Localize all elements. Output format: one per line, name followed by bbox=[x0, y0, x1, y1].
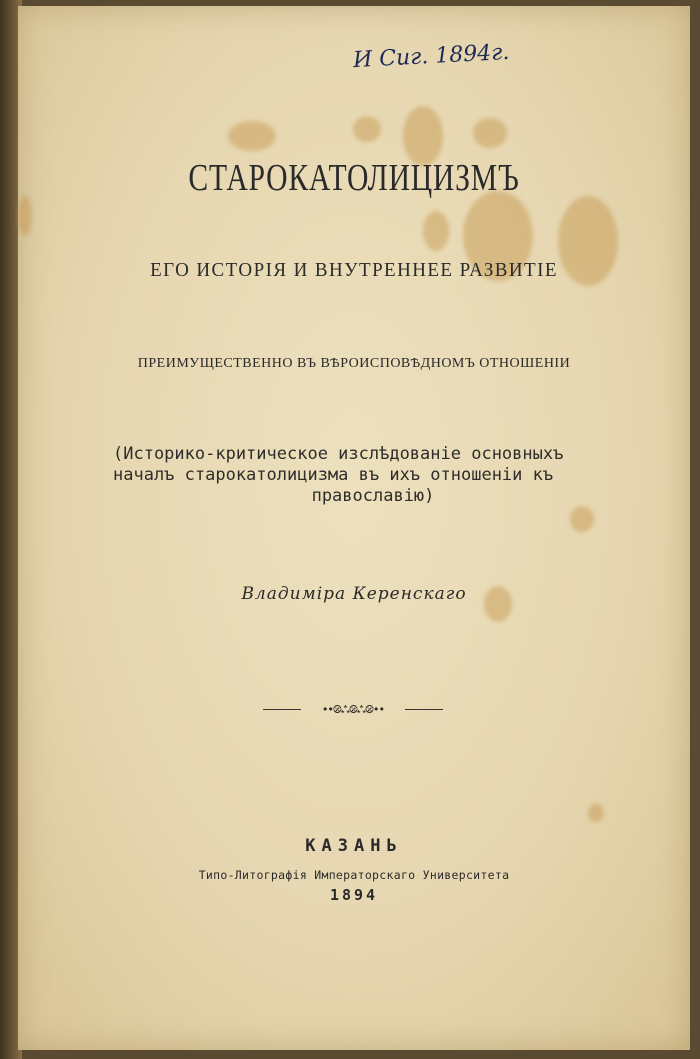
stain bbox=[423, 211, 449, 251]
book-subtitle-secondary: ПРЕИМУЩЕСТВЕННО ВЪ ВѢРОИСПОВѢДНОМЪ ОТНОШЕНІИ bbox=[137, 356, 571, 371]
book-description bbox=[113, 444, 633, 507]
handwritten-note: И Сиг. 1894г. bbox=[352, 39, 510, 74]
ornament-glyphs: ••⦼⁂⦼⁂⦼•• bbox=[321, 703, 385, 716]
description-line: (Историко-критическое изслѣдованіе основныхъ bbox=[113, 444, 564, 464]
book-title: СТАРОКАТОЛИЦИЗМЪ bbox=[188, 157, 520, 199]
publication-year: 1894 bbox=[329, 886, 379, 904]
stain bbox=[353, 116, 381, 142]
stain bbox=[473, 118, 507, 148]
divider-line bbox=[405, 709, 443, 710]
stain bbox=[588, 804, 604, 822]
decorative-divider bbox=[263, 703, 443, 717]
stain bbox=[18, 196, 32, 236]
stain bbox=[570, 506, 594, 532]
stain bbox=[228, 121, 276, 151]
divider-line bbox=[263, 709, 301, 710]
description-line: православію) bbox=[311, 486, 435, 506]
publication-city: КАЗАНЬ bbox=[305, 836, 403, 856]
printer-name: Типо-Литографія Императорскаго Университета bbox=[198, 868, 510, 882]
description-line: началъ старокатолицизма въ ихъ отношеніи къ bbox=[113, 465, 554, 485]
author-name: Владиміра Керенскаго bbox=[241, 584, 467, 604]
book-subtitle: ЕГО ИСТОРІЯ И ВНУТРЕННЕЕ РАЗВИТІЕ bbox=[150, 259, 558, 281]
title-page bbox=[18, 6, 690, 1050]
